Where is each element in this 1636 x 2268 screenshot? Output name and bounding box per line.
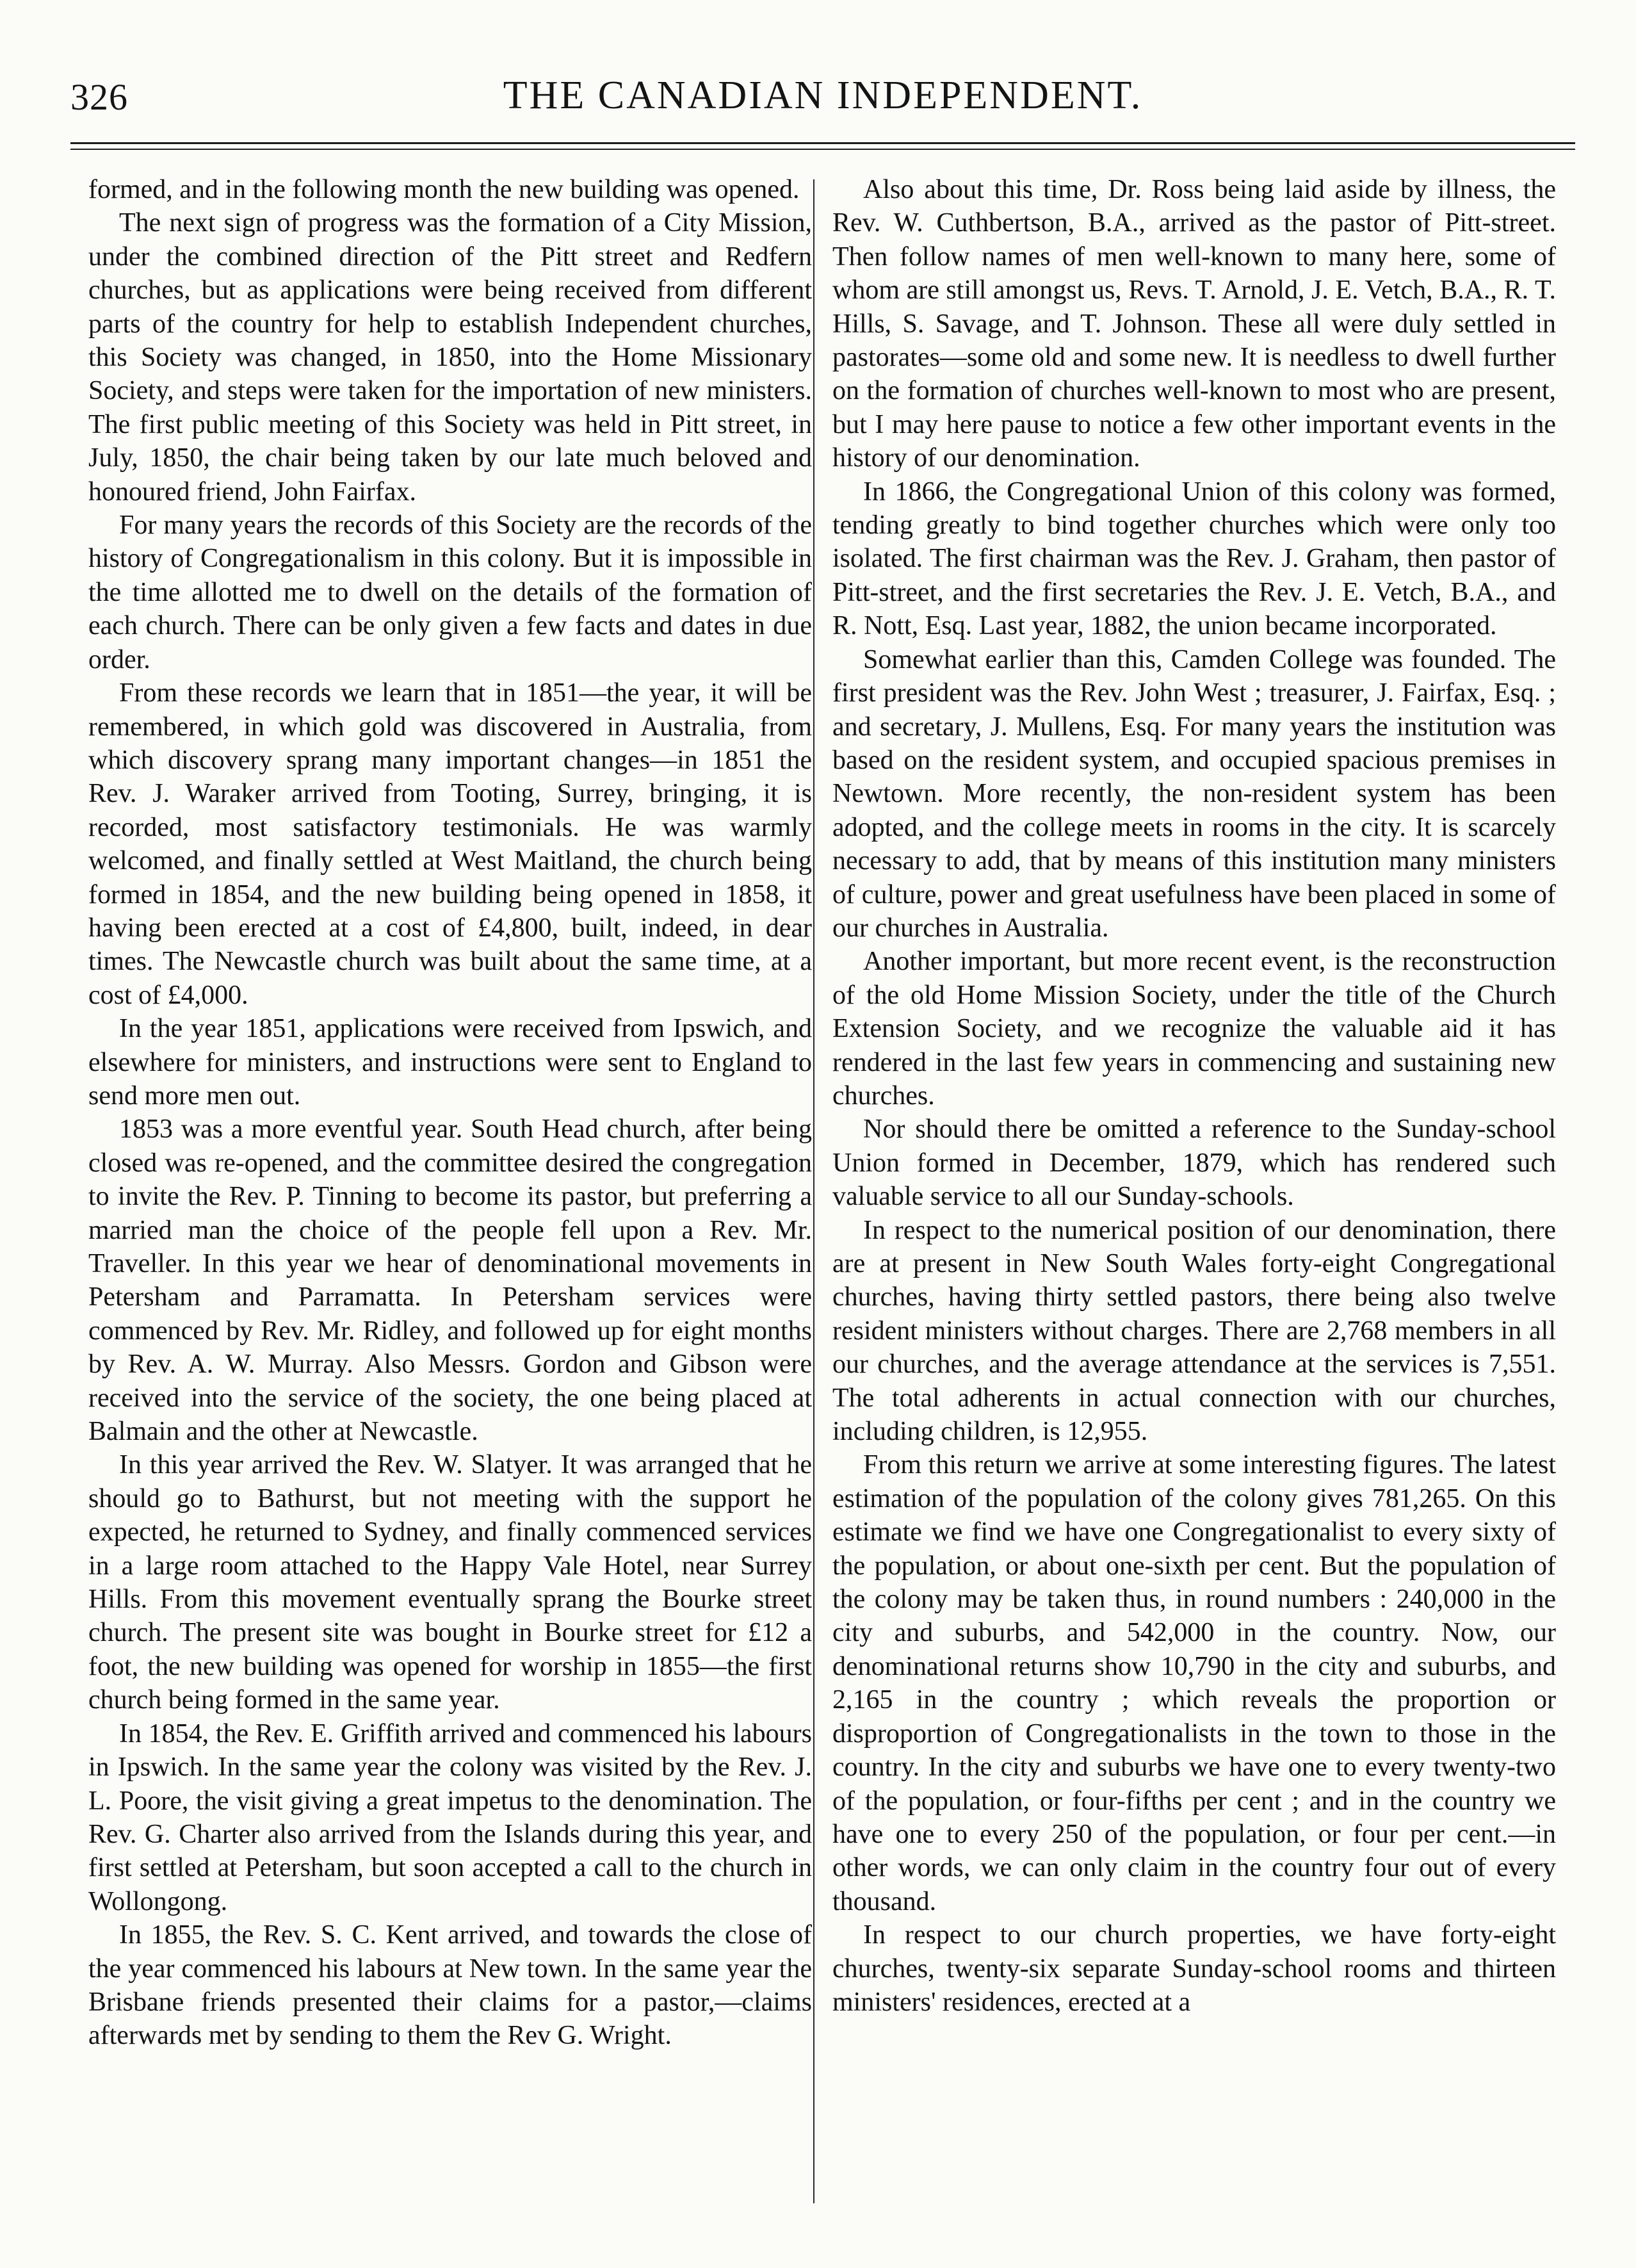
paragraph: In 1854, the Rev. E. Griffith arrived and commenced his labours in Ipswich. In the same year the colony was visited by the Rev. J. L. Poore, the visit giving a great impetus to the denomination. The Rev. G. Charter also arrived from the Islands during this year, and first settled at Petersham, but soon accepted a call to the church in Wollongong.	[88, 1718, 812, 1916]
paragraph: formed, and in the following month the new building was opened.	[88, 175, 800, 204]
paragraph: In this year arrived the Rev. W. Slatyer. It was arranged that he should go to Bathurst, but not meeting with the support he expected, he returned to Sydney, and finally commenced services in a large room attached to the Happy Vale Hotel, near Surrey Hills. From this movement eventually sprang the Bourke street church. The present site was bought in Bourke street for £12 a foot, the new building was opened for worship in 1855—the first church being formed in the same year.	[88, 1450, 812, 1715]
paragraph: Another important, but more recent event, is the reconstruction of the old Home Mission Society, under the title of the Church Extension Society, and we recognize the valuable aid it has rendered in the last few years in commencing and sustaining new churches.	[832, 947, 1556, 1111]
paragraph: Also about this time, Dr. Ross being laid aside by illness, the Rev. W. Cuthbertson, B.A., arrived as the pastor of Pitt-street. Then follow names of men well-known to many here, some of whom are still amongst us, Revs. T. Arnold, J. E. Vetch, B.A., R. T. Hills, S. Savage, and T. Johnson. These all were duly settled in pastorates—some old and some new. It is needless to dwell further on the formation of churches well-known to most who are present, but I may here pause to notice a few other important events in the history of our denomination.	[832, 175, 1556, 473]
page-header	[70, 64, 1575, 122]
paragraph: In 1855, the Rev. S. C. Kent arrived, and towards the close of the year commenced his labours at New town. In the same year the Brisbane friends presented their claims for a pastor,—claims afterwards met by sending to them the Rev G. Wright.	[88, 1920, 812, 2051]
paragraph: In 1866, the Congregational Union of this colony was formed, tending greatly to bind together churches which were only too isolated. The first chairman was the Rev. J. Graham, then pastor of Pitt-street, and the first secretaries the Rev. J. E. Vetch, B.A., and R. Nott, Esq. Last year, 1882, the union became incorporated.	[832, 477, 1556, 641]
paragraph: The next sign of progress was the formation of a City Mission, under the combined direction of the Pitt street and Redfern churches, but as applications were being received from different parts of the country for help to establish Independent churches, this Society was changed, in 1850, into the Home Missionary Society, and steps were taken for the importation of new ministers. The first public meeting of this Society was held in Pitt street, in July, 1850, the chair being taken by our late much beloved and honoured friend, John Fairfax.	[88, 208, 812, 507]
column-divider	[813, 179, 814, 2203]
paragraph: For many years the records of this Society are the records of the history of Congregationalism in this colony. But it is impossible in the time allotted me to dwell on the details of the formation of each church. There can be only given a few facts and dates in due order.	[88, 510, 812, 674]
header-rule-top	[70, 142, 1575, 144]
paragraph: Nor should there be omitted a reference to the Sunday-school Union formed in December, 1879, which has rendered such valuable service to all our Sunday-schools.	[832, 1114, 1556, 1212]
paragraph: From this return we arrive at some interesting figures. The latest estimation of the population of the colony gives 781,265. On this estimate we find we have one Congregationalist to every sixty of the population, or about one-sixth per cent. But the population of the colony may be taken thus, in round numbers : 240,000 in the city and suburbs, and 542,000 in the country. Now, our denominational returns show 10,790 in the city and suburbs, and 2,165 in the country ; which reveals the proportion or disproportion of Congregationalists in the town to those in the country. In the city and suburbs we have one to every twenty-two of the population, or four-fifths per cent ; and in the country we have one to every 250 of the population, or four per cent.—in other words, we can only claim in the country four out of every thousand.	[832, 1450, 1556, 1916]
header-rule-bottom	[70, 149, 1575, 150]
page-number: 326	[70, 76, 128, 118]
paragraph: In the year 1851, applications were received from Ipswich, and elsewhere for ministers, and instructions were sent to England to send more men out.	[88, 1014, 812, 1111]
right-column	[832, 173, 1556, 2019]
left-column	[88, 173, 812, 2053]
paragraph: 1853 was a more eventful year. South Head church, after being closed was re-opened, and the committee desired the congregation to invite the Rev. P. Tinning to become its pastor, but preferring a married man the choice of the people fell upon a Rev. Mr. Traveller. In this year we hear of denominational movements in Petersham and Parramatta. In Petersham services were commenced by Rev. Mr. Ridley, and followed up for eight months by Rev. A. W. Murray. Also Messrs. Gordon and Gibson were received into the service of the society, the one being placed at Balmain and the other at Newcastle.	[88, 1114, 812, 1447]
running-title: THE CANADIAN INDEPENDENT.	[503, 74, 1143, 117]
paragraph: In respect to our church properties, we have forty-eight churches, twenty-six separate Sunday-school rooms and thirteen ministers' residences, erected at a	[832, 1920, 1556, 2017]
paragraph: In respect to the numerical position of our denomination, there are at present in New South Wales forty-eight Congregational churches, having thirty settled pastors, there being also twelve resident ministers without charges. There are 2,768 members in all our churches, and the average attendance at the services is 7,551. The total adherents in actual connection with our churches, including children, is 12,955.	[832, 1215, 1556, 1447]
paragraph: Somewhat earlier than this, Camden College was founded. The first president was the Rev. John West ; treasurer, J. Fairfax, Esq. ; and secretary, J. Mullens, Esq. For many years the institution was based on the resident system, and occupied spacious premises in Newtown. More recently, the non-resident system has been adopted, and the college meets in rooms in the city. It is scarcely necessary to add, that by means of this institution many ministers of culture, power and great usefulness have been placed in some of our churches in Australia.	[832, 644, 1556, 943]
paragraph: From these records we learn that in 1851—the year, it will be remembered, in which gold was discovered in Australia, from which discovery sprang many important changes—in 1851 the Rev. J. Waraker arrived from Tooting, Surrey, bringing, it is recorded, most satisfactory testimonials. He was warmly welcomed, and finally settled at West Maitland, the church being formed in 1854, and the new building being opened in 1858, it having been erected at a cost of £4,800, built, indeed, in dear times. The Newcastle church was built about the same time, at a cost of £4,000.	[88, 678, 812, 1010]
